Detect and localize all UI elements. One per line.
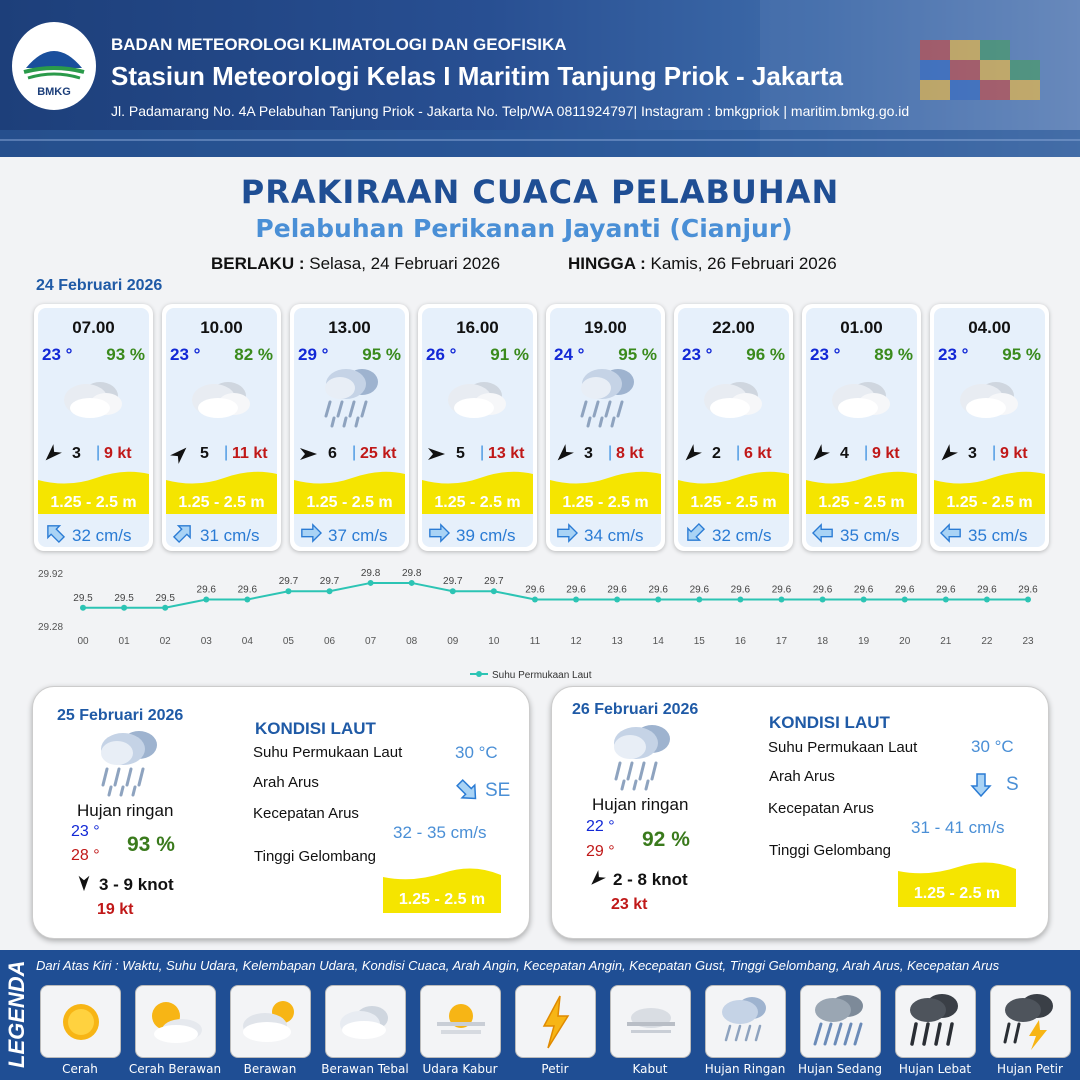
legend-icon-box xyxy=(990,985,1071,1058)
sun-icon xyxy=(41,986,121,1058)
current-speed: 31 cm/s xyxy=(200,526,260,545)
separator: | xyxy=(96,444,101,461)
data-point xyxy=(984,597,990,603)
wind-direction-icon xyxy=(682,444,702,464)
cloud-icon xyxy=(952,366,1028,430)
day2-temp-min: 23 ° xyxy=(71,823,100,840)
wind-direction-icon xyxy=(42,444,62,464)
wave-height: 1.25 - 2.5 m xyxy=(50,494,137,511)
moderate-rain-icon xyxy=(801,986,881,1058)
day3-wave-value: 1.25 - 2.5 m xyxy=(913,885,1001,902)
forecast-card xyxy=(162,304,281,551)
org-name: BADAN METEOROLOGI KLIMATOLOGI DAN GEOFISIKA xyxy=(111,35,567,54)
forecast-card xyxy=(418,304,537,551)
gust-speed: 9 kt xyxy=(1000,445,1028,462)
forecast-card xyxy=(34,304,153,551)
data-label: 29.8 xyxy=(360,567,381,579)
forecast-time: 01.00 xyxy=(840,318,883,337)
wind-speed: 2 xyxy=(712,445,721,462)
day2-current-dir: SE xyxy=(485,780,511,801)
day3-sst-label: Suhu Permukaan Laut xyxy=(768,739,918,756)
wind-direction-icon xyxy=(554,444,574,464)
gust-speed: 11 kt xyxy=(232,445,268,462)
x-tick-label: 14 xyxy=(652,636,664,647)
legend-label: Hujan Sedang xyxy=(798,1062,882,1076)
x-tick-label: 10 xyxy=(488,636,500,647)
wave-height: 1.25 - 2.5 m xyxy=(946,494,1033,511)
forecast-time: 07.00 xyxy=(72,318,115,337)
data-point xyxy=(450,588,456,594)
separator: | xyxy=(736,444,741,461)
forecast-card xyxy=(290,304,409,551)
forecast-temp: 23 ° xyxy=(682,345,713,364)
cloud-icon xyxy=(824,366,900,430)
day2-temp-max: 28 ° xyxy=(71,847,100,864)
current-speed: 32 cm/s xyxy=(712,526,772,545)
cloud-icon xyxy=(696,366,772,430)
wave-height: 1.25 - 2.5 m xyxy=(306,494,393,511)
thunderstorm-icon xyxy=(991,986,1071,1058)
data-point xyxy=(614,597,620,603)
x-tick-label: 21 xyxy=(940,636,952,647)
legend-label: Suhu Permukaan Laut xyxy=(492,670,592,681)
wind-speed: 6 xyxy=(328,445,337,462)
forecast-time: 04.00 xyxy=(968,318,1011,337)
cloud-icon xyxy=(326,986,406,1058)
data-label: 29.5 xyxy=(114,592,134,604)
cloud-sun-icon xyxy=(231,986,311,1058)
forecast-temp: 23 ° xyxy=(938,345,969,364)
x-tick-label: 15 xyxy=(693,636,705,647)
cloud-icon xyxy=(56,366,132,430)
legend-label: Berawan xyxy=(243,1062,297,1076)
current-direction-icon xyxy=(172,522,194,544)
data-label: 29.7 xyxy=(484,576,504,588)
data-label: 29.6 xyxy=(936,584,956,596)
x-tick-label: 05 xyxy=(282,636,294,647)
light-rain-icon xyxy=(606,723,682,795)
forecast-time: 19.00 xyxy=(584,318,627,337)
legend-label: Berawan Tebal xyxy=(321,1062,409,1076)
forecast-humidity: 91 % xyxy=(490,345,529,364)
separator: | xyxy=(224,444,229,461)
data-label: 29.6 xyxy=(1018,584,1038,596)
forecast-humidity: 95 % xyxy=(1002,345,1041,364)
day3-wave-label: Tinggi Gelombang xyxy=(769,842,892,859)
day2-wind: 3 - 9 knot xyxy=(99,875,174,894)
day2-date: 25 Februari 2026 xyxy=(57,707,184,724)
day2-current-speed: 32 - 35 cm/s xyxy=(393,823,487,842)
day3-current-speed: 31 - 41 cm/s xyxy=(911,818,1005,837)
data-point xyxy=(820,597,826,603)
x-tick-label: 06 xyxy=(323,636,336,647)
data-label: 29.5 xyxy=(155,592,175,604)
x-tick-label: 17 xyxy=(775,636,788,647)
x-tick-label: 03 xyxy=(200,636,212,647)
day2-wave-label: Tinggi Gelombang xyxy=(254,848,377,865)
day3-current-dir-label: Arah Arus xyxy=(769,768,835,785)
data-point xyxy=(491,588,497,594)
separator: | xyxy=(608,444,613,461)
data-point xyxy=(696,597,702,603)
data-label: 29.6 xyxy=(853,584,874,596)
day2-humidity: 93 % xyxy=(127,833,175,856)
forecast-card-body xyxy=(678,308,789,547)
separator: | xyxy=(992,444,997,461)
data-point xyxy=(778,597,784,603)
data-point xyxy=(943,597,949,603)
gust-speed: 25 kt xyxy=(360,445,397,462)
gust-speed: 13 kt xyxy=(488,445,525,462)
wind-direction-icon xyxy=(810,444,830,464)
forecast-card-body xyxy=(806,308,917,547)
lightning-icon xyxy=(516,986,596,1058)
data-label: 29.6 xyxy=(730,584,751,596)
gust-speed: 6 kt xyxy=(744,445,772,462)
light-rain-icon xyxy=(568,366,644,430)
forecast-card xyxy=(930,304,1049,551)
forecast-time: 22.00 xyxy=(712,318,755,337)
forecast-time: 16.00 xyxy=(456,318,499,337)
heavy-rain-icon xyxy=(896,986,976,1058)
forecast-card xyxy=(802,304,921,551)
data-point xyxy=(285,588,291,594)
wave-height: 1.25 - 2.5 m xyxy=(818,494,905,511)
legend-icon-box xyxy=(420,985,501,1058)
day3-sst-value: 30 °C xyxy=(971,737,1014,756)
data-point xyxy=(573,597,579,603)
data-label: 29.5 xyxy=(73,592,93,604)
current-direction-icon xyxy=(812,522,834,544)
wind-speed: 5 xyxy=(200,445,209,462)
legend-label: Kabut xyxy=(632,1062,668,1076)
wind-direction-icon xyxy=(938,444,958,464)
current-direction-icon xyxy=(940,522,962,544)
forecast-temp: 23 ° xyxy=(810,345,841,364)
data-label: 29.6 xyxy=(525,584,545,596)
forecast-humidity: 95 % xyxy=(618,345,657,364)
data-label: 29.6 xyxy=(196,584,216,596)
current-direction-icon xyxy=(428,522,450,544)
data-point xyxy=(327,588,333,594)
day3-humidity: 92 % xyxy=(642,828,690,851)
forecast-card xyxy=(674,304,793,551)
y-tick-label: 29.92 xyxy=(38,569,64,580)
separator: | xyxy=(480,444,485,461)
forecast-card-body xyxy=(422,308,533,547)
haze-icon xyxy=(421,986,501,1058)
day2-current-dir-label: Arah Arus xyxy=(253,774,319,791)
legend-label: Hujan Ringan xyxy=(704,1062,786,1076)
day3-wind-direction-icon xyxy=(588,870,606,888)
data-label: 29.7 xyxy=(443,576,463,588)
day3-temp-min: 22 ° xyxy=(586,818,615,835)
data-label: 29.7 xyxy=(278,576,299,588)
data-point xyxy=(532,597,538,603)
forecast-temp: 24 ° xyxy=(554,345,585,364)
x-tick-label: 04 xyxy=(241,636,253,647)
legend-marker xyxy=(476,671,482,677)
forecast-card xyxy=(546,304,665,551)
legend-icon-box xyxy=(135,985,216,1058)
light-rain-icon xyxy=(312,366,388,430)
forecast-humidity: 96 % xyxy=(746,345,785,364)
legend-title: LEGENDA xyxy=(4,960,29,1068)
legend-icon-box xyxy=(610,985,691,1058)
data-point xyxy=(121,605,127,611)
data-label: 29.6 xyxy=(607,584,627,596)
forecast-humidity: 89 % xyxy=(874,345,913,364)
x-tick-label: 18 xyxy=(817,636,829,647)
day3-gust: 23 kt xyxy=(611,896,648,913)
forecast-card-body xyxy=(294,308,405,547)
data-point xyxy=(655,597,661,603)
page-title: PRAKIRAAN CUACA PELABUHAN xyxy=(240,173,840,211)
x-tick-label: 19 xyxy=(858,636,870,647)
gust-speed: 8 kt xyxy=(616,445,644,462)
sst-line xyxy=(83,583,1028,608)
data-label: 29.6 xyxy=(812,584,833,596)
forecast-card-body xyxy=(166,308,277,547)
current-speed: 35 cm/s xyxy=(968,526,1028,545)
data-label: 29.6 xyxy=(689,584,710,596)
legend-icon-box xyxy=(325,985,406,1058)
forecast-temp: 23 ° xyxy=(170,345,201,364)
data-point xyxy=(203,597,209,603)
data-point xyxy=(368,580,374,586)
day3-condition: Hujan ringan xyxy=(592,795,689,814)
data-point xyxy=(244,597,250,603)
valid-to xyxy=(568,254,837,274)
current-direction-icon xyxy=(44,522,66,544)
wind-speed: 5 xyxy=(456,445,465,462)
y-tick-label: 29.28 xyxy=(38,622,64,633)
wind-speed: 3 xyxy=(584,445,593,462)
legend-icon-box xyxy=(705,985,786,1058)
x-tick-label: 08 xyxy=(406,636,418,647)
current-direction-icon xyxy=(300,522,322,544)
x-tick-label: 20 xyxy=(899,636,911,647)
valid-from-value: Selasa, 24 Februari 2026 xyxy=(309,254,501,273)
data-label: 29.8 xyxy=(401,567,422,579)
sun-cloud-icon xyxy=(136,986,216,1058)
current-speed: 37 cm/s xyxy=(328,526,388,545)
day2-gust: 19 kt xyxy=(97,901,134,918)
cloud-icon xyxy=(440,366,516,430)
day3-wind: 2 - 8 knot xyxy=(613,870,688,889)
wind-direction-icon xyxy=(170,444,190,464)
day3-panel xyxy=(551,686,1049,939)
legend-icon-box xyxy=(230,985,311,1058)
x-tick-label: 02 xyxy=(159,636,171,647)
gust-speed: 9 kt xyxy=(104,445,132,462)
light-rain-icon xyxy=(706,986,786,1058)
day2-current-direction-icon xyxy=(453,776,481,804)
legend-label: Udara Kabur xyxy=(422,1062,498,1076)
wind-speed: 4 xyxy=(840,445,849,462)
logo-text: BMKG xyxy=(37,86,71,98)
forecast-humidity: 95 % xyxy=(362,345,401,364)
valid-to-value: Kamis, 26 Februari 2026 xyxy=(650,254,837,273)
wave-height: 1.25 - 2.5 m xyxy=(434,494,521,511)
forecast-card-body xyxy=(934,308,1045,547)
wave-height: 1.25 - 2.5 m xyxy=(690,494,777,511)
forecast-card-body xyxy=(38,308,149,547)
x-tick-label: 01 xyxy=(118,636,130,647)
legend-icon-box xyxy=(40,985,121,1058)
legend-icon-box xyxy=(515,985,596,1058)
cloud-icon xyxy=(184,366,260,430)
valid-to-label: HINGGA : xyxy=(568,254,646,273)
data-label: 29.6 xyxy=(895,584,915,596)
day2-sst-label: Suhu Permukaan Laut xyxy=(253,744,403,761)
day3-kondisi-title: KONDISI LAUT xyxy=(769,713,890,732)
data-point xyxy=(737,597,743,603)
x-tick-label: 12 xyxy=(570,636,582,647)
day3-current-dir: S xyxy=(1006,774,1019,795)
valid-from-label: BERLAKU : xyxy=(211,254,305,273)
legend-icon-box xyxy=(895,985,976,1058)
gust-speed: 9 kt xyxy=(872,445,900,462)
data-point xyxy=(861,597,867,603)
day3-current-speed-label: Kecepatan Arus xyxy=(768,800,874,817)
data-point xyxy=(902,597,908,603)
header-banner xyxy=(0,0,1080,157)
forecast-time: 10.00 xyxy=(200,318,243,337)
forecast-temp: 23 ° xyxy=(42,345,73,364)
bmkg-logo xyxy=(12,22,96,110)
data-label: 29.6 xyxy=(977,584,997,596)
x-tick-label: 00 xyxy=(77,636,89,647)
day2-sst-value: 30 °C xyxy=(455,743,498,762)
valid-from xyxy=(211,254,500,274)
day2-current-speed-label: Kecepatan Arus xyxy=(253,805,359,822)
forecast-time: 13.00 xyxy=(328,318,371,337)
separator: | xyxy=(352,444,357,461)
legend-label: Cerah xyxy=(62,1062,98,1076)
data-label: 29.6 xyxy=(648,584,668,596)
data-label: 29.6 xyxy=(771,584,792,596)
current-speed: 35 cm/s xyxy=(840,526,900,545)
page-subtitle: Pelabuhan Perikanan Jayanti (Cianjur) xyxy=(255,214,793,243)
legend-label: Hujan Petir xyxy=(997,1062,1063,1076)
day3-date: 26 Februari 2026 xyxy=(572,701,699,718)
day2-condition: Hujan ringan xyxy=(77,801,174,820)
day2-wind-direction-icon xyxy=(75,874,93,892)
wind-speed: 3 xyxy=(72,445,81,462)
wind-direction-icon xyxy=(426,444,446,464)
x-tick-label: 16 xyxy=(734,636,746,647)
forecast-humidity: 93 % xyxy=(106,345,145,364)
x-tick-label: 09 xyxy=(447,636,459,647)
forecast-card-body xyxy=(550,308,661,547)
data-point xyxy=(162,605,168,611)
data-label: 29.6 xyxy=(566,584,586,596)
legend-label: Petir xyxy=(541,1062,569,1076)
wind-speed: 3 xyxy=(968,445,977,462)
data-point xyxy=(409,580,415,586)
station-address: Jl. Padamarang No. 4A Pelabuhan Tanjung Priok - Jakarta No. Telp/WA 0811924797| Instagram : bmkgpriok | maritim.bmkg.go.id xyxy=(111,103,910,119)
legend-icon-box xyxy=(800,985,881,1058)
legend-label: Hujan Lebat xyxy=(898,1062,972,1076)
day2-kondisi-title: KONDISI LAUT xyxy=(255,719,376,738)
x-tick-label: 07 xyxy=(365,636,377,647)
day3-temp-max: 29 ° xyxy=(586,843,615,860)
legend-note: Dari Atas Kiri : Waktu, Suhu Udara, Kelembapan Udara, Kondisi Cuaca, Arah Angin, Kecepatan Angin, Kecepatan Gust, Tinggi Gelombang, Arah Arus, Kecepatan Arus xyxy=(36,958,1000,973)
sst-chart xyxy=(30,562,1070,682)
data-label: 29.6 xyxy=(237,584,258,596)
day1-date: 24 Februari 2026 xyxy=(36,277,163,294)
legend-label: Cerah Berawan xyxy=(128,1062,222,1076)
current-speed: 34 cm/s xyxy=(584,526,644,545)
forecast-temp: 29 ° xyxy=(298,345,329,364)
x-tick-label: 13 xyxy=(611,636,623,647)
day2-panel xyxy=(32,686,530,939)
station-name: Stasiun Meteorologi Kelas I Maritim Tanjung Priok - Jakarta xyxy=(111,61,844,91)
separator: | xyxy=(864,444,869,461)
data-point xyxy=(1025,597,1031,603)
x-tick-label: 22 xyxy=(981,636,993,647)
current-speed: 32 cm/s xyxy=(72,526,132,545)
x-tick-label: 11 xyxy=(529,636,541,647)
current-direction-icon xyxy=(556,522,578,544)
forecast-humidity: 82 % xyxy=(234,345,273,364)
data-point xyxy=(80,605,86,611)
fog-icon xyxy=(611,986,691,1058)
data-label: 29.7 xyxy=(319,576,340,588)
current-speed: 39 cm/s xyxy=(456,526,516,545)
wave-height: 1.25 - 2.5 m xyxy=(178,494,265,511)
day2-wave-value: 1.25 - 2.5 m xyxy=(398,891,486,908)
x-tick-label: 23 xyxy=(1022,636,1034,647)
light-rain-icon xyxy=(93,729,169,801)
wind-direction-icon xyxy=(298,444,318,464)
wave-height: 1.25 - 2.5 m xyxy=(562,494,649,511)
day3-current-direction-icon xyxy=(967,770,995,798)
current-direction-icon xyxy=(684,522,706,544)
forecast-temp: 26 ° xyxy=(426,345,457,364)
